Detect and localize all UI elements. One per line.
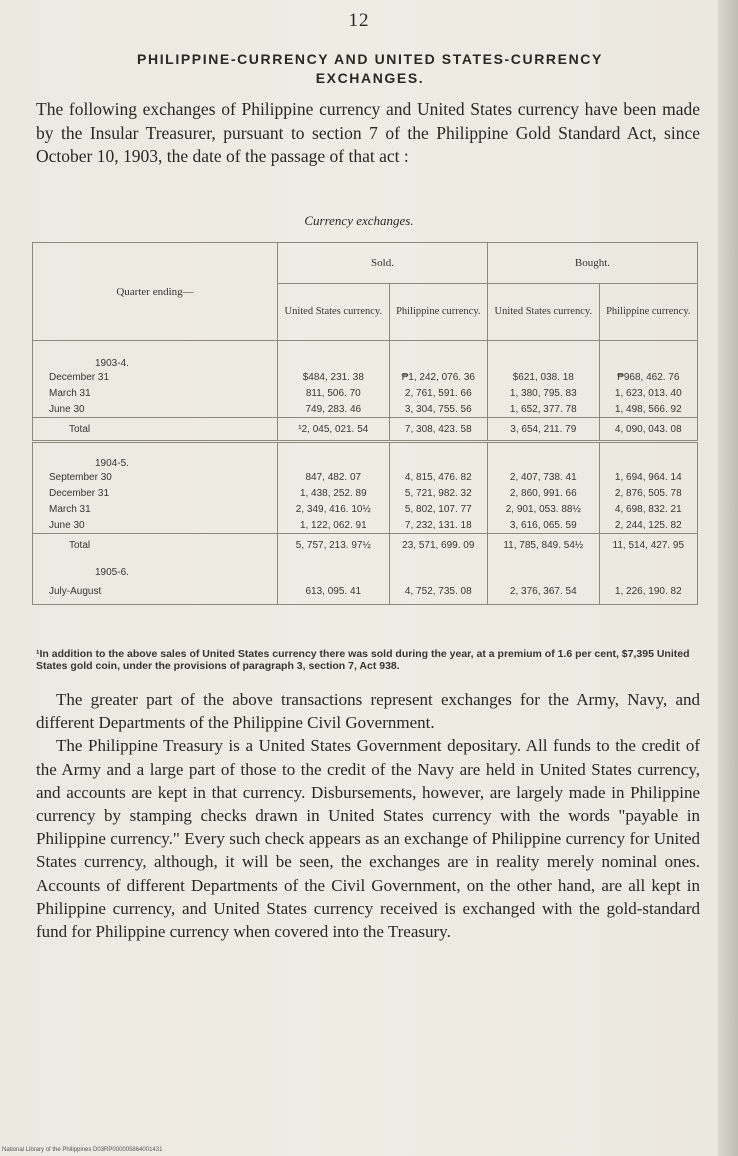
currency-exchange-table (32, 242, 698, 605)
cell-sold-us: $484, 231. 38 (278, 369, 390, 385)
row-label: July-August (33, 578, 278, 605)
total-row (33, 418, 698, 442)
cell-bought-us: 2, 901, 053. 88½ (487, 501, 599, 517)
total-bought-ph: 11, 514, 427. 95 (599, 534, 697, 557)
year-label: 1904-5. (33, 447, 278, 469)
table-footnote: ¹In addition to the above sales of United States currency there was sold during the year, at a premium of 1.6 per cent, $7,395 United States gold coin, under the provisions of paragraph 3, section 7, Act 938. (36, 648, 690, 672)
table-row (33, 578, 698, 605)
paragraph: The Philippine Treasury is a United States Government depositary. All funds to the credit of the Army and a large part of those to the credit of the Navy are held in United States currency, and accounts are kept in that currency. Disbursements, however, are largely made in Philippine currency by stamping checks drawn in United States currency with the words "payable in Philippine currency." Every such check appears as an exchange of Philippine currency for United States currency, although, it will be seen, the exchanges are in reality merely nominal ones. Accounts of different Departments of the Civil Government, on the other hand, are all kept in Philippine currency, and United States currency received is exchanged with the gold-standard fund for Philippine currency when covered into the Treasury. (36, 736, 700, 942)
cell-bought-ph: 4, 698, 832. 21 (599, 501, 697, 517)
cell-sold-us: 811, 506. 70 (278, 385, 390, 401)
cell-bought-us: 3, 616, 065. 59 (487, 517, 599, 534)
table-row (33, 401, 698, 418)
cell-bought-us: 2, 376, 367. 54 (487, 578, 599, 605)
page-edge (718, 0, 738, 1156)
cell-bought-ph: 2, 244, 125. 82 (599, 517, 697, 534)
cell-bought-ph: 2, 876, 505. 78 (599, 485, 697, 501)
row-label: March 31 (33, 501, 278, 517)
cell-bought-us: 2, 860, 991. 66 (487, 485, 599, 501)
table-row (33, 369, 698, 385)
cell-bought-us: 2, 407, 738. 41 (487, 469, 599, 485)
title-line-1: PHILIPPINE-CURRENCY AND UNITED STATES-CURRENCY (137, 51, 603, 67)
table-row (33, 501, 698, 517)
row-label: December 31 (33, 485, 278, 501)
year-row (33, 556, 698, 578)
table-caption: Currency exchanges. (304, 213, 414, 228)
total-sold-ph: 7, 308, 423. 58 (389, 418, 487, 442)
library-stamp: National Library of the Philippines D03RP000005864001431 (2, 1147, 163, 1153)
year-label: 1905-6. (33, 556, 278, 578)
cell-bought-ph: 1, 694, 964. 14 (599, 469, 697, 485)
cell-bought-us: 1, 380, 795. 83 (487, 385, 599, 401)
intro-paragraph: The following exchanges of Philippine currency and United States currency have been made by the Insular Treasurer, pursuant to section 7 of the Philippine Gold Standard Act, since October 10, 1903, the date of the passage of that act : (36, 99, 700, 166)
cell-sold-ph: ₱1, 242, 076. 36 (389, 369, 487, 385)
cell-sold-us: 749, 283. 46 (278, 401, 390, 418)
year-label: 1903-4. (33, 347, 278, 369)
sold-ph-header: Philippine currency. (389, 284, 487, 341)
cell-sold-us: 2, 349, 416. 10½ (278, 501, 390, 517)
cell-bought-ph: 1, 226, 190. 82 (599, 578, 697, 605)
cell-bought-ph: 1, 623, 013. 40 (599, 385, 697, 401)
bought-ph-header: Philippine currency. (599, 284, 697, 341)
cell-sold-us: 613, 095. 41 (278, 578, 390, 605)
cell-bought-ph: ₱968, 462. 76 (599, 369, 697, 385)
cell-bought-ph: 1, 498, 566. 92 (599, 401, 697, 418)
total-bought-us: 3, 654, 211. 79 (487, 418, 599, 442)
table-row (33, 385, 698, 401)
cell-bought-us: $621, 038. 18 (487, 369, 599, 385)
cell-sold-ph: 4, 815, 476. 82 (389, 469, 487, 485)
bought-header: Bought. (487, 243, 697, 284)
total-bought-us: 11, 785, 849. 54½ (487, 534, 599, 557)
total-label: Total (33, 418, 278, 442)
cell-sold-ph: 7, 232, 131. 18 (389, 517, 487, 534)
total-sold-us: ¹2, 045, 021. 54 (278, 418, 390, 442)
table-row (33, 517, 698, 534)
cell-sold-ph: 5, 721, 982. 32 (389, 485, 487, 501)
cell-sold-ph: 2, 761, 591. 66 (389, 385, 487, 401)
row-label: December 31 (33, 369, 278, 385)
row-label: September 30 (33, 469, 278, 485)
paragraph: The greater part of the above transactions represent exchanges for the Army, Navy, and different Departments of the Philippine Civil Government. (36, 690, 700, 733)
cell-sold-ph: 5, 802, 107. 77 (389, 501, 487, 517)
cell-sold-ph: 4, 752, 735. 08 (389, 578, 487, 605)
title-line-2: EXCHANGES. (315, 70, 425, 86)
page-title (50, 50, 690, 88)
year-row (33, 347, 698, 369)
total-bought-ph: 4, 090, 043. 08 (599, 418, 697, 442)
total-sold-ph: 23, 571, 699. 09 (389, 534, 487, 557)
table-row (33, 485, 698, 501)
row-label: June 30 (33, 401, 278, 418)
page-number: 12 (348, 10, 370, 31)
cell-bought-us: 1, 652, 377. 78 (487, 401, 599, 418)
total-label: Total (33, 534, 278, 557)
sold-us-header: United States currency. (278, 284, 390, 341)
cell-sold-ph: 3, 304, 755. 56 (389, 401, 487, 418)
body-text (36, 688, 700, 943)
table-row (33, 469, 698, 485)
total-row (33, 534, 698, 557)
cell-sold-us: 1, 122, 062. 91 (278, 517, 390, 534)
total-sold-us: 5, 757, 213. 97½ (278, 534, 390, 557)
sold-header: Sold. (278, 243, 488, 284)
bought-us-header: United States currency. (487, 284, 599, 341)
row-label: June 30 (33, 517, 278, 534)
cell-sold-us: 847, 482. 07 (278, 469, 390, 485)
quarter-header: Quarter ending— (33, 243, 278, 341)
cell-sold-us: 1, 438, 252. 89 (278, 485, 390, 501)
row-label: March 31 (33, 385, 278, 401)
year-row (33, 447, 698, 469)
